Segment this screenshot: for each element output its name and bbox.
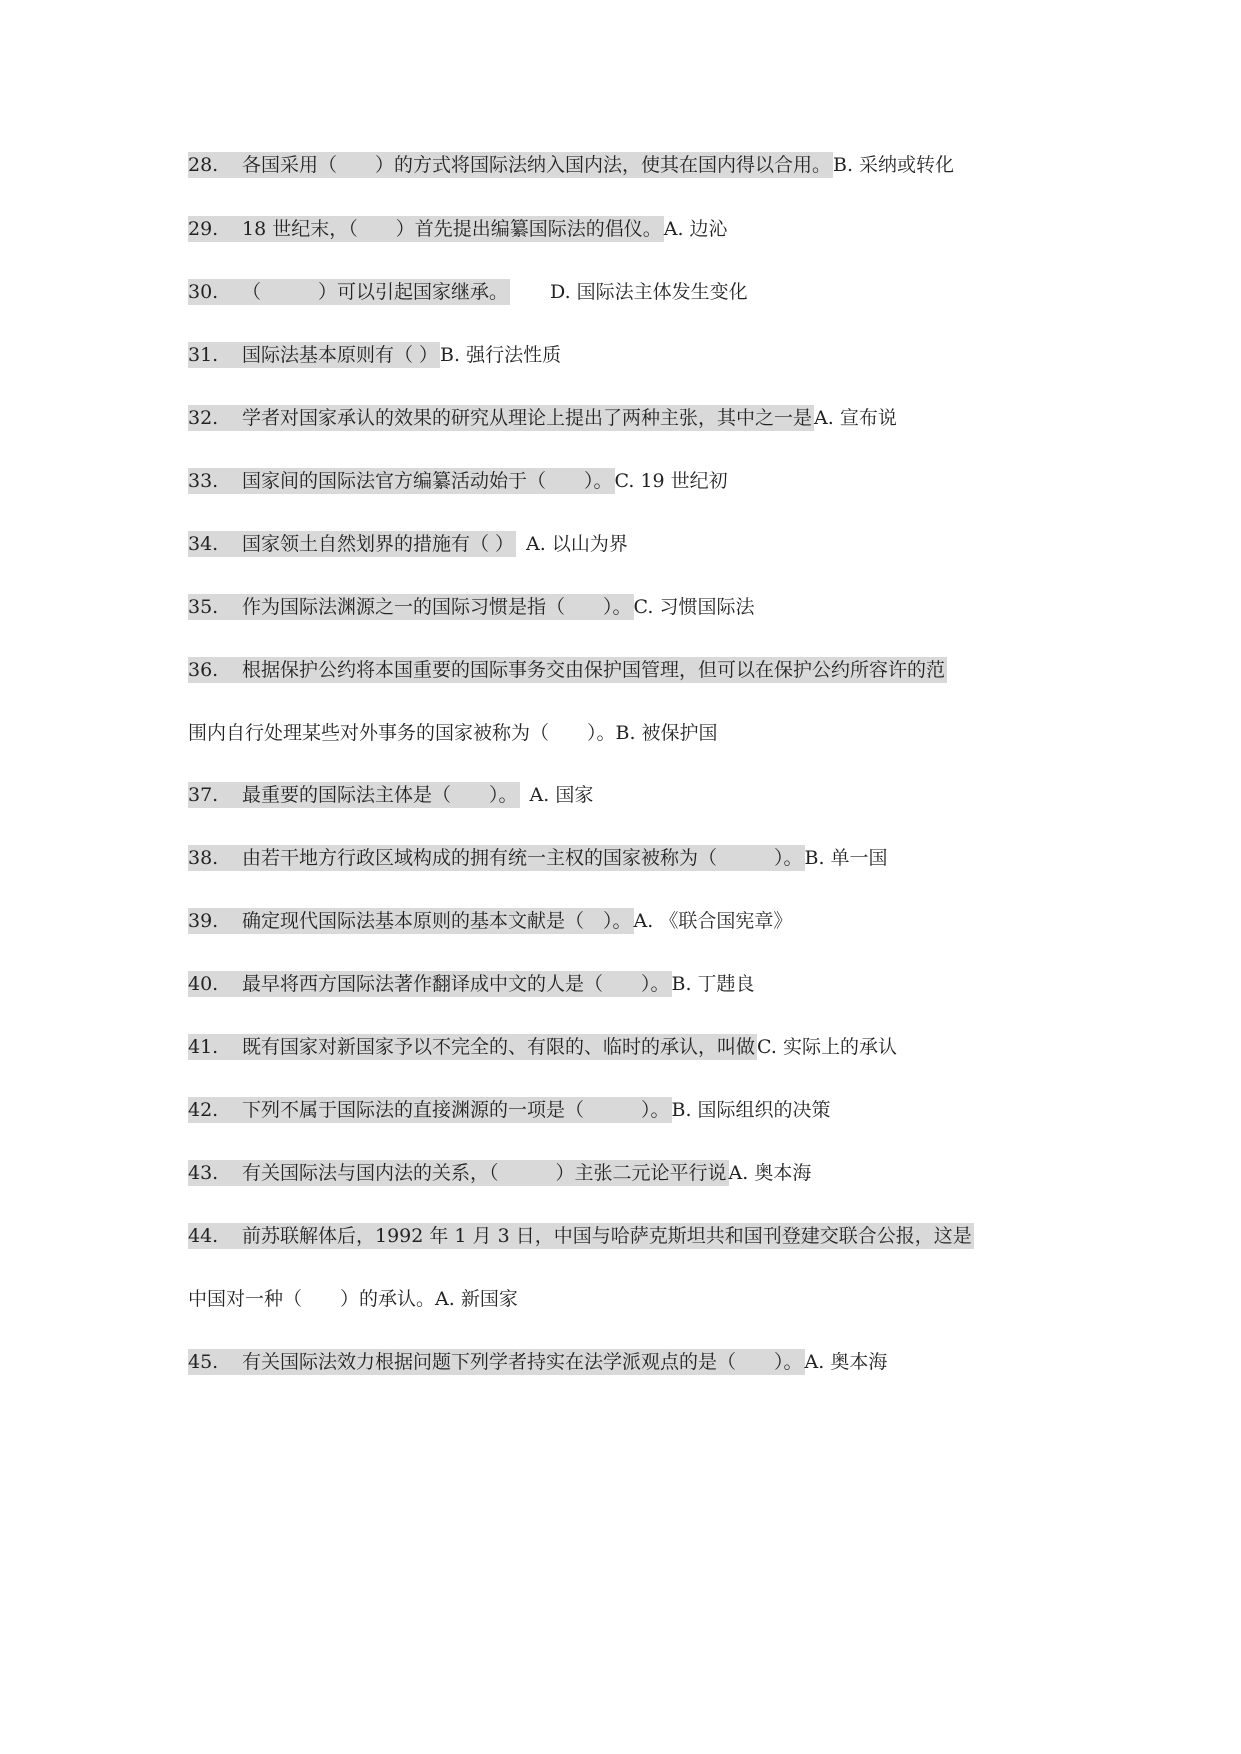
question-number: 39. xyxy=(188,910,219,932)
question-33 xyxy=(188,468,728,494)
question-number: 35. xyxy=(188,596,219,618)
question-stem-continued: 中国对一种（ ）的承认。 xyxy=(188,1288,436,1310)
question-32 xyxy=(188,405,897,431)
question-number: 33. xyxy=(188,470,219,492)
question-36 xyxy=(188,657,947,683)
question-41 xyxy=(188,1034,897,1060)
question-stem: 既有国家对新国家予以不完全的、有限的、临时的承认，叫做 xyxy=(242,1036,756,1058)
question-number: 31. xyxy=(188,344,219,366)
answer-text: C. 实际上的承认 xyxy=(757,1036,897,1058)
question-stem: 国家间的国际法官方编纂活动始于（ ）。 xyxy=(242,470,613,492)
answer-text: A. 以山为界 xyxy=(526,533,628,555)
question-stem: 有关国际法效力根据问题下列学者持实在法学派观点的是（ ）。 xyxy=(242,1351,803,1373)
answer-text: B. 丁韪良 xyxy=(671,973,755,995)
question-number: 41. xyxy=(188,1036,219,1058)
question-text xyxy=(188,971,672,997)
question-text xyxy=(188,657,947,683)
question-stem: 有关国际法与国内法的关系，（ ）主张二元论平行说 xyxy=(242,1162,727,1184)
question-37 xyxy=(188,782,593,808)
question-stem: 18 世纪末，（ ）首先提出编纂国际法的倡仪。 xyxy=(242,218,662,240)
question-35 xyxy=(188,594,754,620)
question-42 xyxy=(188,1097,831,1123)
question-44 xyxy=(188,1223,974,1249)
answer-text: A. 宣布说 xyxy=(814,407,897,429)
question-stem: 最早将西方国际法著作翻译成中文的人是（ ）。 xyxy=(242,973,670,995)
question-text xyxy=(188,782,520,808)
question-34 xyxy=(188,531,628,557)
question-number: 44. xyxy=(188,1225,219,1247)
answer-text: D. 国际法主体发生变化 xyxy=(550,281,748,303)
answer-text: A. 奥本海 xyxy=(728,1162,812,1184)
question-40 xyxy=(188,971,755,997)
question-stem: 国家领土自然划界的措施有（ ） xyxy=(242,533,515,555)
question-text xyxy=(188,405,814,431)
question-text xyxy=(188,1097,672,1123)
answer-text: B. 强行法性质 xyxy=(440,344,562,366)
answer-text: C. 19 世纪初 xyxy=(614,470,728,492)
question-stem: （ ）可以引起国家继承。 xyxy=(242,281,509,303)
question-text xyxy=(188,594,634,620)
question-stem: 由若干地方行政区域构成的拥有统一主权的国家被称为（ ）。 xyxy=(242,847,803,869)
question-31 xyxy=(188,342,561,368)
question-text xyxy=(188,279,510,305)
question-text xyxy=(188,531,516,557)
question-number: 38. xyxy=(188,847,219,869)
question-36-continued xyxy=(188,720,718,746)
question-text xyxy=(188,908,634,934)
answer-text: A. 奥本海 xyxy=(804,1351,888,1373)
question-number: 28. xyxy=(188,154,219,176)
answer-text: B. 单一国 xyxy=(804,847,888,869)
question-43 xyxy=(188,1160,811,1186)
question-38 xyxy=(188,845,888,871)
question-stem: 国际法基本原则有（ ） xyxy=(242,344,439,366)
answer-text: A. 新国家 xyxy=(435,1288,518,1310)
question-text xyxy=(188,1349,805,1375)
question-stem-continued: 围内自行处理某些对外事务的国家被称为（ ）。 xyxy=(188,722,616,744)
question-45 xyxy=(188,1349,887,1375)
question-number: 42. xyxy=(188,1099,219,1121)
question-number: 43. xyxy=(188,1162,219,1184)
question-stem: 确定现代国际法基本原则的基本文献是（ ）。 xyxy=(242,910,632,932)
question-stem: 前苏联解体后，1992 年 1 月 3 日，中国与哈萨克斯坦共和国刊登建交联合公报，这是 xyxy=(242,1225,972,1247)
answer-text: A. 边沁 xyxy=(663,218,728,240)
question-29 xyxy=(188,216,728,242)
question-number: 29. xyxy=(188,218,219,240)
answer-text: B. 被保护国 xyxy=(615,722,718,744)
question-stem: 作为国际法渊源之一的国际习惯是指（ ）。 xyxy=(242,596,632,618)
question-text xyxy=(188,1223,974,1249)
question-number: 32. xyxy=(188,407,219,429)
question-text xyxy=(188,152,833,178)
question-stem: 根据保护公约将本国重要的国际事务交由保护国管理，但可以在保护公约所容许的范 xyxy=(242,659,946,681)
question-number: 40. xyxy=(188,973,219,995)
question-44-continued xyxy=(188,1286,518,1312)
question-text xyxy=(188,468,615,494)
answer-text: C. 习惯国际法 xyxy=(633,596,755,618)
question-number: 30. xyxy=(188,281,219,303)
question-number: 37. xyxy=(188,784,219,806)
question-39 xyxy=(188,908,792,934)
question-stem: 各国采用（ ）的方式将国际法纳入国内法，使其在国内得以合用。 xyxy=(242,154,832,176)
question-number: 45. xyxy=(188,1351,219,1373)
question-number: 34. xyxy=(188,533,219,555)
question-stem: 学者对国家承认的效果的研究从理论上提出了两种主张，其中之一是 xyxy=(242,407,813,429)
answer-text: A. 《联合国宪章》 xyxy=(633,910,793,932)
question-text xyxy=(188,216,664,242)
question-text xyxy=(188,845,805,871)
question-number: 36. xyxy=(188,659,219,681)
question-stem: 最重要的国际法主体是（ ）。 xyxy=(242,784,518,806)
question-text xyxy=(188,1160,729,1186)
answer-text: B. 国际组织的决策 xyxy=(671,1099,831,1121)
question-text xyxy=(188,342,440,368)
answer-text: A. 国家 xyxy=(529,784,594,806)
question-30 xyxy=(188,279,748,305)
question-stem: 下列不属于国际法的直接渊源的一项是（ ）。 xyxy=(242,1099,670,1121)
question-28 xyxy=(188,152,954,178)
answer-text: B. 采纳或转化 xyxy=(833,154,955,176)
question-text xyxy=(188,1034,757,1060)
